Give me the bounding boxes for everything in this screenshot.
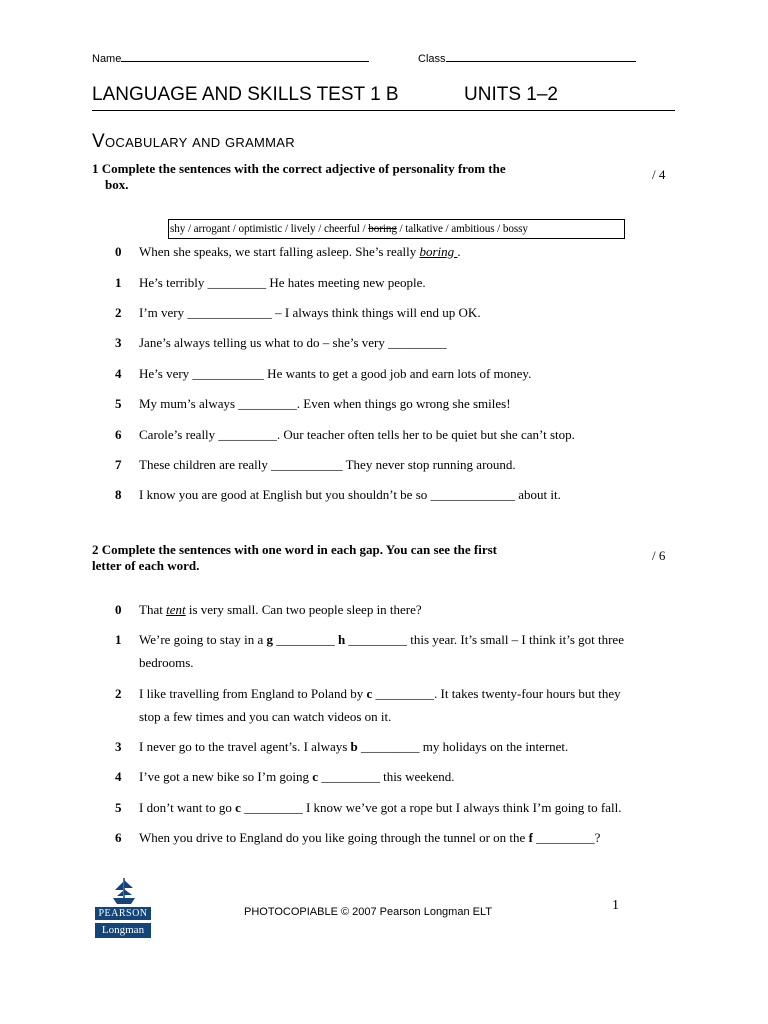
- test-title: LANGUAGE AND SKILLS TEST 1 B: [92, 84, 399, 105]
- exercise2-score: / 6: [652, 548, 666, 563]
- example-answer: boring: [419, 244, 458, 259]
- name-blank[interactable]: [121, 51, 369, 62]
- name-field[interactable]: [92, 51, 369, 65]
- exercise1-score: / 4: [652, 167, 666, 182]
- units-title: UNITS 1–2: [464, 84, 558, 105]
- exercise1-instruction: 1 Complete the sentences with the correct adjective of personality from the box.: [92, 161, 506, 192]
- page-title: [92, 84, 675, 111]
- example-answer: tent: [166, 602, 186, 617]
- struck-word: boring: [368, 223, 397, 235]
- ship-icon: [109, 876, 139, 906]
- name-label: Name: [92, 53, 122, 65]
- logo-longman-text: Longman: [95, 923, 151, 938]
- class-blank[interactable]: [446, 51, 636, 62]
- class-field[interactable]: [418, 51, 636, 65]
- word-box: shy / arrogant / optimistic / lively / cheerful / boring / talkative / ambitious / bossy: [168, 219, 625, 239]
- copyright-footer: PHOTOCOPIABLE © 2007 Pearson Longman ELT: [244, 906, 492, 918]
- pearson-longman-logo: [95, 876, 153, 940]
- exercise2-instruction: 2 Complete the sentences with one word in each gap. You can see the first letter of each word.: [92, 542, 498, 573]
- logo-pearson-text: PEARSON: [95, 907, 151, 920]
- section-heading: VOCABULARY AND GRAMMAR: [92, 131, 295, 152]
- class-label: Class: [418, 53, 446, 65]
- page-number: 1: [612, 898, 619, 913]
